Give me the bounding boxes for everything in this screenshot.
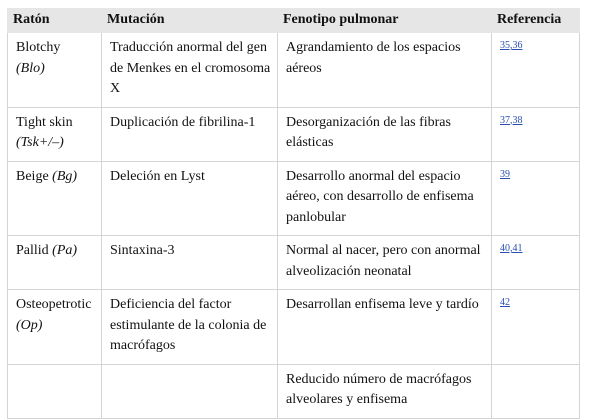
reference-cell: [492, 107, 580, 161]
mouse-abbr: (Op): [16, 317, 43, 333]
phenotype-cell: Normal al nacer, pero con anormal alveolización neonatal: [278, 236, 492, 290]
reference-link[interactable]: 37,38: [500, 114, 523, 126]
phenotype-cell: Desarrollo anormal del espacio aéreo, con desarrollo de enfisema panlobular: [278, 161, 492, 236]
mouse-cell: [8, 236, 102, 290]
table-header-row: [8, 9, 580, 33]
mouse-cell: [8, 33, 102, 108]
table-row: [8, 107, 580, 161]
mouse-name: Osteopetrotic: [16, 297, 92, 312]
mouse-cell: [8, 364, 102, 418]
reference-link[interactable]: 35,36: [500, 40, 523, 51]
mouse-models-table: [7, 8, 580, 419]
mouse-abbr: (Bg): [52, 168, 78, 184]
reference-cell: [492, 236, 580, 290]
table-row: [8, 236, 580, 290]
phenotype-cell: Reducido número de macrófagos alveolares y enfisema: [278, 364, 492, 418]
reference-cell: [492, 290, 580, 365]
phenotype-cell: Desarrollan enfisema leve y tardío: [278, 290, 492, 365]
header-reference: Referencia: [492, 9, 580, 33]
mutation-cell: Duplicación de fibrilina-1: [102, 107, 278, 161]
reference-link[interactable]: 39: [500, 168, 510, 180]
mouse-name: Tight skin: [16, 114, 73, 130]
mouse-cell: [8, 290, 102, 365]
mutation-cell: [102, 364, 278, 418]
table-row: [8, 33, 580, 108]
mouse-abbr: (Blo): [16, 60, 45, 76]
reference-cell: [492, 364, 580, 418]
mouse-abbr: (Tsk+/–): [16, 135, 64, 150]
mutation-cell: Traducción anormal del gen de Menkes en el cromosoma X: [102, 33, 278, 108]
header-phenotype: Fenotipo pulmonar: [278, 9, 492, 33]
header-mouse: Ratón: [8, 9, 102, 33]
table-row: [8, 364, 580, 418]
reference-cell: [492, 33, 580, 108]
table-row: [8, 290, 580, 365]
phenotype-cell: Agrandamiento de los espacios aéreos: [278, 33, 492, 108]
mutation-cell: Deleción en Lyst: [102, 161, 278, 236]
table-row: [8, 161, 580, 236]
mutation-cell: Deficiencia del factor estimulante de la colonia de macrófagos: [102, 290, 278, 365]
mouse-name: Blotchy: [16, 40, 61, 55]
reference-cell: [492, 161, 580, 236]
mouse-name: Beige: [16, 168, 49, 184]
mutation-cell: Sintaxina-3: [102, 236, 278, 290]
mouse-cell: [8, 161, 102, 236]
mouse-name: Pallid: [16, 243, 49, 258]
reference-link[interactable]: 40,41: [500, 243, 523, 254]
reference-link[interactable]: 42: [500, 297, 510, 308]
mouse-abbr: (Pa): [52, 243, 78, 258]
mouse-cell: [8, 107, 102, 161]
header-mutation: Mutación: [102, 9, 278, 33]
phenotype-cell: Desorganización de las fibras elásticas: [278, 107, 492, 161]
